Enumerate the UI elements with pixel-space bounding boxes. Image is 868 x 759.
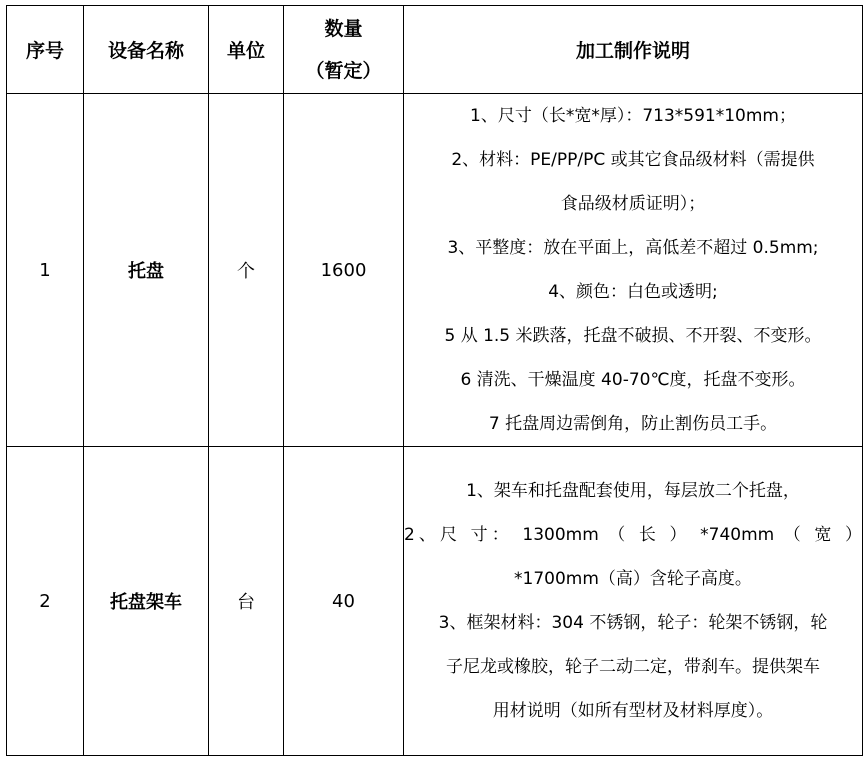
desc-line: 2、尺 寸： 1300mm （ 长 ） *740mm （ 宽 ）: [404, 525, 862, 545]
desc-line: 4、颜色：白色或透明;: [548, 282, 718, 302]
spec-table: [6, 5, 863, 756]
header-qty-line2: （暂定）: [305, 59, 382, 82]
desc-line: 5 从 1.5 米跌落，托盘不破损、不开裂、不变形。: [444, 326, 822, 346]
desc-line: *1700mm（高）含轮子高度。: [514, 569, 752, 589]
header-name: 设备名称: [84, 6, 209, 94]
desc-line: 1、尺寸（长*宽*厚）：713*591*10mm；: [470, 106, 796, 126]
desc-line: 1、架车和托盘配套使用，每层放二个托盘，: [466, 481, 800, 501]
cell-name: 托盘架车: [84, 447, 209, 756]
cell-desc: [404, 447, 863, 756]
cell-qty: 1600: [284, 94, 404, 447]
desc-line: 7 托盘周边需倒角，防止割伤员工手。: [488, 414, 778, 434]
table-row: [7, 447, 863, 756]
desc-line: 子尼龙或橡胶，轮子二动二定，带刹车。提供架车: [446, 657, 820, 677]
table-row: [7, 94, 863, 447]
header-unit: 单位: [209, 6, 284, 94]
cell-unit: 台: [209, 447, 284, 756]
desc-line: 食品级材质证明）；: [560, 194, 706, 214]
header-desc: 加工制作说明: [404, 6, 863, 94]
desc-line: 6 清洗、干燥温度 40-70℃度，托盘不变形。: [460, 370, 806, 390]
cell-unit: 个: [209, 94, 284, 447]
desc-line: 3、平整度：放在平面上，高低差不超过 0.5mm;: [447, 238, 819, 258]
header-qty: [284, 6, 404, 94]
header-index: 序号: [7, 6, 84, 94]
cell-index: 2: [7, 447, 84, 756]
desc-line: 用材说明（如所有型材及材料厚度）。: [492, 701, 774, 721]
header-row: [7, 6, 863, 94]
cell-name: 托盘: [84, 94, 209, 447]
cell-index: 1: [7, 94, 84, 447]
header-qty-line1: 数量: [324, 17, 363, 40]
cell-qty: 40: [284, 447, 404, 756]
cell-desc: [404, 94, 863, 447]
desc-line: 3、框架材料：304 不锈钢，轮子：轮架不锈钢，轮: [438, 613, 828, 633]
desc-line: 2、材料：PE/PP/PC 或其它食品级材料（需提供: [451, 150, 815, 170]
